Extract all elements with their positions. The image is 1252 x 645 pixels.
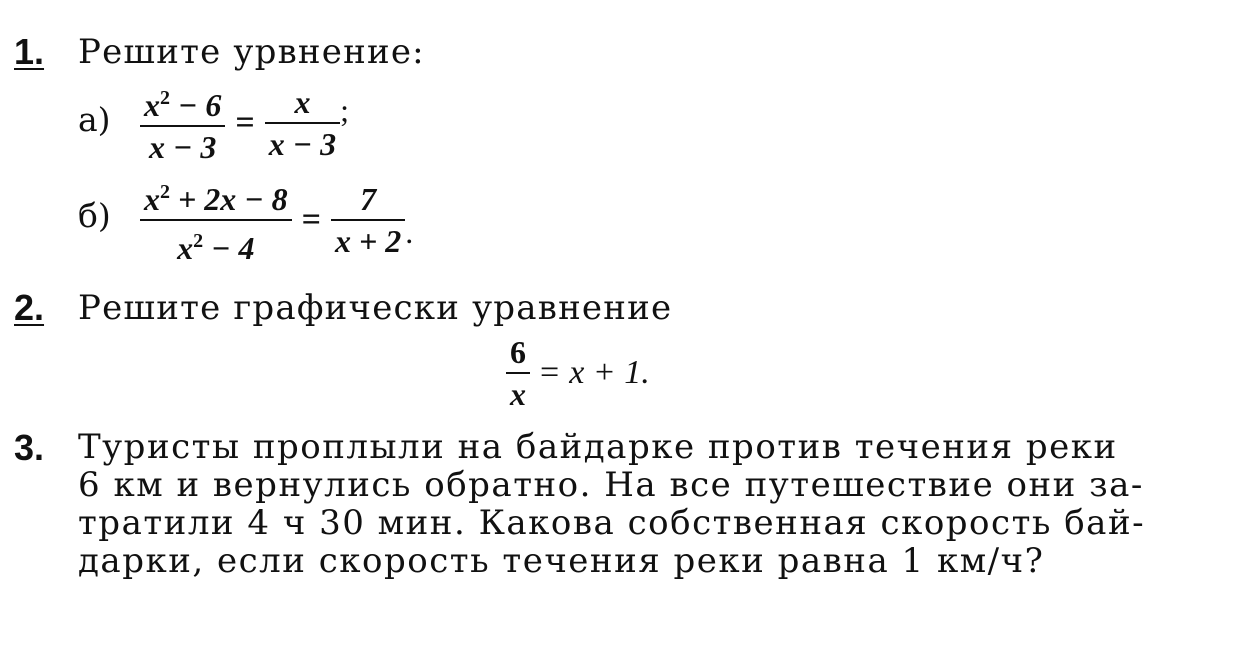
task-3-line: 6 км и вернулись обратно. На все путешествие они за- (78, 465, 1144, 505)
task-3-line: Туристы проплыли на байдарке против течения реки (78, 427, 1118, 467)
task-1a-rhs-numerator: x (294, 83, 311, 120)
task-2-number: 2. (14, 287, 45, 328)
task-2-rhs: x + 1. (569, 354, 650, 391)
task-3-line: дарки, если скорость течения реки равна 1 км/ч? (78, 541, 1045, 581)
task-2-fraction (506, 334, 530, 412)
equals-sign: = (235, 103, 255, 141)
task-1a-rhs-fraction (265, 84, 340, 162)
task-1b-lhs-fraction (140, 174, 292, 266)
task-2-denominator: x (510, 376, 526, 412)
task-2-numerator: 6 (510, 334, 526, 370)
task-1b-rhs-denominator: x + 2 (335, 223, 402, 259)
fraction-bar (331, 219, 405, 221)
fraction-bar (140, 219, 292, 221)
equals-sign: = (301, 201, 321, 238)
task-1a-rhs-denominator: x − 3 (268, 125, 337, 162)
task-1a-lhs-denominator: x − 3 (149, 129, 217, 165)
task-3-number: 3. (14, 427, 45, 468)
task-1b-lhs-numerator: $x^2 + 2x - 8$ (144, 181, 288, 217)
task-3-line: тратили 4 ч 30 мин. Какова собственная скорость бай- (78, 503, 1146, 543)
task-2-equation (506, 334, 650, 412)
task-1a-equation (140, 80, 349, 165)
fraction-bar (506, 372, 530, 374)
task-1b-label: б) (78, 196, 111, 235)
task-1-number: 1. (14, 31, 45, 72)
task-1-title: Решите урвнение: (78, 32, 425, 72)
task-1a-label: а) (78, 100, 111, 139)
equals-sign: = (540, 354, 560, 391)
fraction-bar (265, 122, 340, 124)
task-1b-rhs-fraction (331, 181, 405, 259)
task-1a-lhs-fraction (140, 80, 225, 165)
task-2-title: Решите графически уравнение (78, 288, 673, 328)
task-1b-equation (140, 174, 413, 266)
task-1a-semicolon: ; (340, 92, 350, 128)
task-1b-period: . (405, 213, 414, 250)
task-1a-lhs-numerator: $x^2 - 6$ (144, 87, 222, 123)
task-3-text (78, 428, 1145, 580)
fraction-bar (140, 125, 225, 127)
task-1b-lhs-denominator: $x^2 - 4$ (177, 230, 255, 266)
task-1b-rhs-numerator: 7 (360, 181, 377, 217)
